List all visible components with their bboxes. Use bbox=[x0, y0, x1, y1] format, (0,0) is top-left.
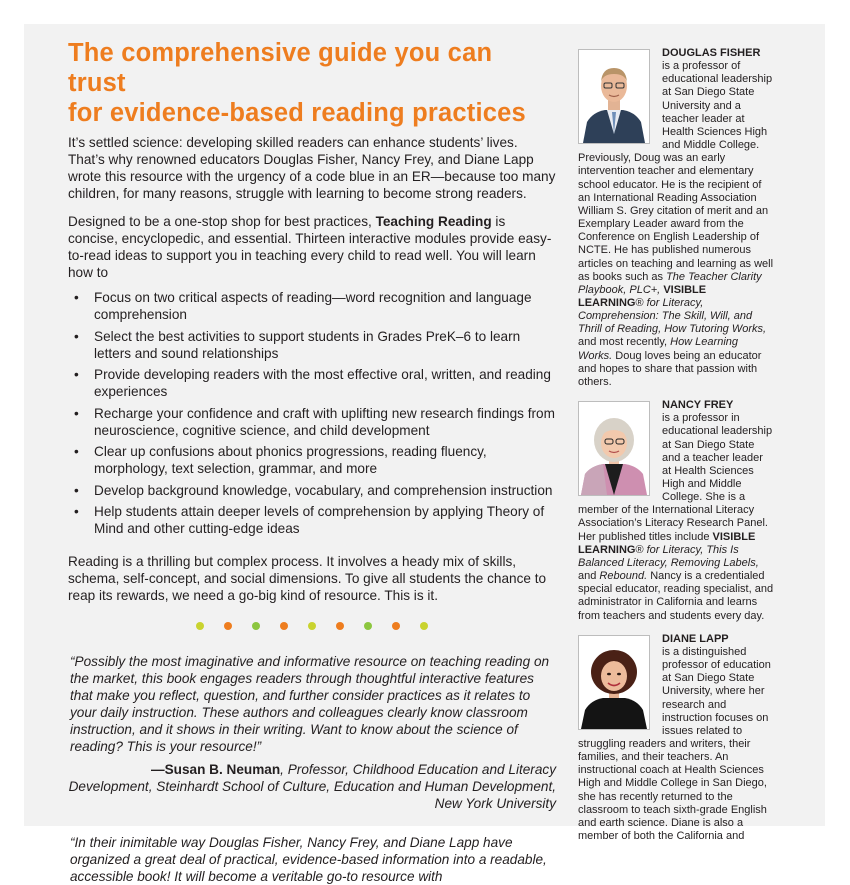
divider-dot-icon bbox=[364, 622, 372, 630]
divider-dot-icon bbox=[336, 622, 344, 630]
list-item bbox=[68, 289, 556, 323]
author-name: DIANE LAPP bbox=[662, 632, 729, 645]
divider-dot-icon bbox=[224, 622, 232, 630]
author-bios-column bbox=[578, 47, 774, 843]
list-item-text: Select the best activities to support students in Grades PreK–6 to learn letters and sound relationships bbox=[94, 328, 521, 361]
list-item-text: Focus on two critical aspects of reading—word recognition and language comprehension bbox=[94, 290, 532, 322]
divider-dot-icon bbox=[252, 622, 260, 630]
intro-paragraph: It’s settled science: developing skilled readers can enhance students’ lives. That’s why renowned educators Douglas Fisher, Nancy Frey, and Diane Lapp wrote this resource with the urgency of a code blue in an ER—because too many children, for many reasons, struggle with learning to become strong readers. bbox=[68, 135, 556, 201]
headline-line-1: The comprehensive guide you can trust bbox=[68, 39, 493, 97]
headline bbox=[68, 38, 556, 128]
bullet-icon: • bbox=[74, 504, 79, 519]
author-photo-lapp bbox=[578, 635, 650, 730]
overview-text-end: is concise, encyclopedic, and essential. Thirteen interactive modules provide easy-to-read ideas to support you in teaching every child to read well. You will learn how to bbox=[68, 214, 552, 280]
author-photo-frey bbox=[578, 401, 650, 496]
bullet-icon: • bbox=[74, 482, 79, 498]
bio-book-titles: How Learning Works. bbox=[578, 336, 738, 362]
bio-book-titles: Rebound. bbox=[599, 570, 648, 583]
bio-book-titles: The Teacher Clarity Playbook, PLC+, bbox=[578, 270, 762, 296]
divider-dot-icon bbox=[308, 622, 316, 630]
woman-portrait-icon bbox=[579, 402, 649, 495]
divider-dot-icon bbox=[196, 622, 204, 630]
author-photo-fisher bbox=[578, 49, 650, 144]
dot-divider bbox=[68, 622, 556, 630]
testimonial-affiliation: , Professor, Childhood Education and Literacy Development, Steinhardt School of Culture, Education and Human Development, New York University bbox=[68, 762, 556, 811]
author-bio-fisher bbox=[578, 47, 774, 389]
author-name: NANCY FREY bbox=[662, 399, 734, 412]
bullet-icon: • bbox=[74, 405, 79, 421]
bio-text: is a professor of educational leadership at San Diego State University and a teacher leader at Health Sciences High and Middle College. Previously, Doug was an early intervention teacher and elementary school educator. He is the recipient of an International Reading Association William S. Grey citation of merit and an Exemplary Leader award from the Conference on English Leadership of NCTE. He has published numerous articles on teaching and learning as well as books such as bbox=[578, 60, 774, 283]
list-item bbox=[68, 405, 556, 439]
testimonial-quote-2: “In their inimitable way Douglas Fisher, Nancy Frey, and Diane Lapp have organized a great deal of practical, evidence-based information into a readable, accessible book! It will become a veritable go-to resource with bbox=[70, 835, 547, 884]
divider-dot-icon bbox=[420, 622, 428, 630]
bio-text: and bbox=[578, 570, 600, 583]
overview-paragraph bbox=[68, 213, 556, 281]
bullet-icon: • bbox=[74, 290, 79, 305]
list-item-text: Recharge your confidence and craft with uplifting new research findings from neuroscience, cognitive science, and child development bbox=[94, 405, 555, 438]
list-item bbox=[68, 328, 556, 362]
closing-paragraph: Reading is a thrilling but complex process. It involves a heady mix of skills, schema, self-concept, and social dimensions. To give all students the chance to reap its rewards, we need a go-big kind of resource. This is it. bbox=[68, 554, 547, 603]
bio-series-name: VISIBLE LEARNING bbox=[578, 530, 756, 556]
divider-dot-icon bbox=[392, 622, 400, 630]
testimonial-quote: “Possibly the most imaginative and informative resource on teaching reading on the market, this book engages readers through thoughtful interactive features that make you reflect, question, and further consider practices as it relates to your daily instruction. These authors and colleagues clearly know classroom instruction, and it shows in their writing. Want to know about the science of reading? This is your resource!” bbox=[70, 654, 550, 754]
book-title: Teaching Reading bbox=[375, 214, 492, 229]
author-bio-frey bbox=[578, 399, 774, 623]
headline-line-2: for evidence-based reading practices bbox=[68, 99, 526, 127]
bio-text: and most recently, bbox=[578, 336, 671, 349]
bio-text: Doug loves being an educator and hopes to share that passion with others. bbox=[578, 349, 762, 388]
list-item bbox=[68, 503, 556, 537]
list-item-text: Clear up confusions about phonics progressions, reading fluency, morphology, text selection, grammar, and more bbox=[94, 444, 487, 476]
woman-portrait-icon bbox=[579, 636, 649, 729]
registered-mark: ® bbox=[635, 543, 644, 556]
testimonial-attribution bbox=[68, 761, 556, 812]
bullet-icon: • bbox=[74, 328, 79, 344]
list-item bbox=[68, 366, 556, 400]
author-bio-lapp bbox=[578, 633, 774, 844]
bullet-icon: • bbox=[74, 444, 79, 459]
bio-series-name: VISIBLE LEARNING bbox=[578, 283, 707, 309]
author-name: DOUGLAS FISHER bbox=[662, 47, 761, 59]
list-item bbox=[68, 443, 556, 477]
main-column bbox=[68, 38, 556, 885]
list-item bbox=[68, 482, 556, 499]
list-item-text: Help students attain deeper levels of comprehension by applying Theory of Mind and other cutting-edge ideas bbox=[94, 504, 545, 536]
bio-book-titles: for Literacy, Comprehension: The Skill, Will, and Thrill of Reading, How Tutoring Works, bbox=[578, 296, 767, 336]
testimonial-author: —Susan B. Neuman bbox=[151, 762, 281, 777]
bullet-icon: • bbox=[74, 367, 79, 382]
list-item-text: Provide developing readers with the most effective oral, written, and reading experiences bbox=[94, 367, 551, 399]
registered-mark: ® bbox=[635, 296, 644, 309]
overview-text-start: Designed to be a one-stop shop for best practices, bbox=[68, 214, 376, 229]
book-back-cover bbox=[24, 24, 825, 884]
man-portrait-icon bbox=[579, 50, 649, 143]
bio-text: is a distinguished professor of education at San Diego State University, where her research and instruction focuses on issues related to struggling readers and writers, their families, and their teachers. An instructional coach at Health Sciences High and Middle College in San Diego, she has recently returned to the classroom to teach sixth-grade English and earth science. Diane is also a member of both the California and bbox=[578, 645, 771, 843]
divider-dot-icon bbox=[280, 622, 288, 630]
list-item-text: Develop background knowledge, vocabulary, and comprehension instruction bbox=[94, 482, 553, 498]
learning-outcomes-list bbox=[68, 289, 556, 537]
bio-book-titles: for Literacy, This Is Balanced Literacy, Removing Labels, bbox=[578, 543, 759, 569]
bio-text: Nancy is a credentialed special educator, reading specialist, and administrator in California and learns from teachers and students every day. bbox=[578, 570, 774, 622]
bio-text: is a professor in educational leadership at San Diego State and a teacher leader at Health Sciences High and Middle College. She is a member of the International Literacy Association’s Literacy Research Panel. Her published titles include bbox=[578, 412, 773, 543]
